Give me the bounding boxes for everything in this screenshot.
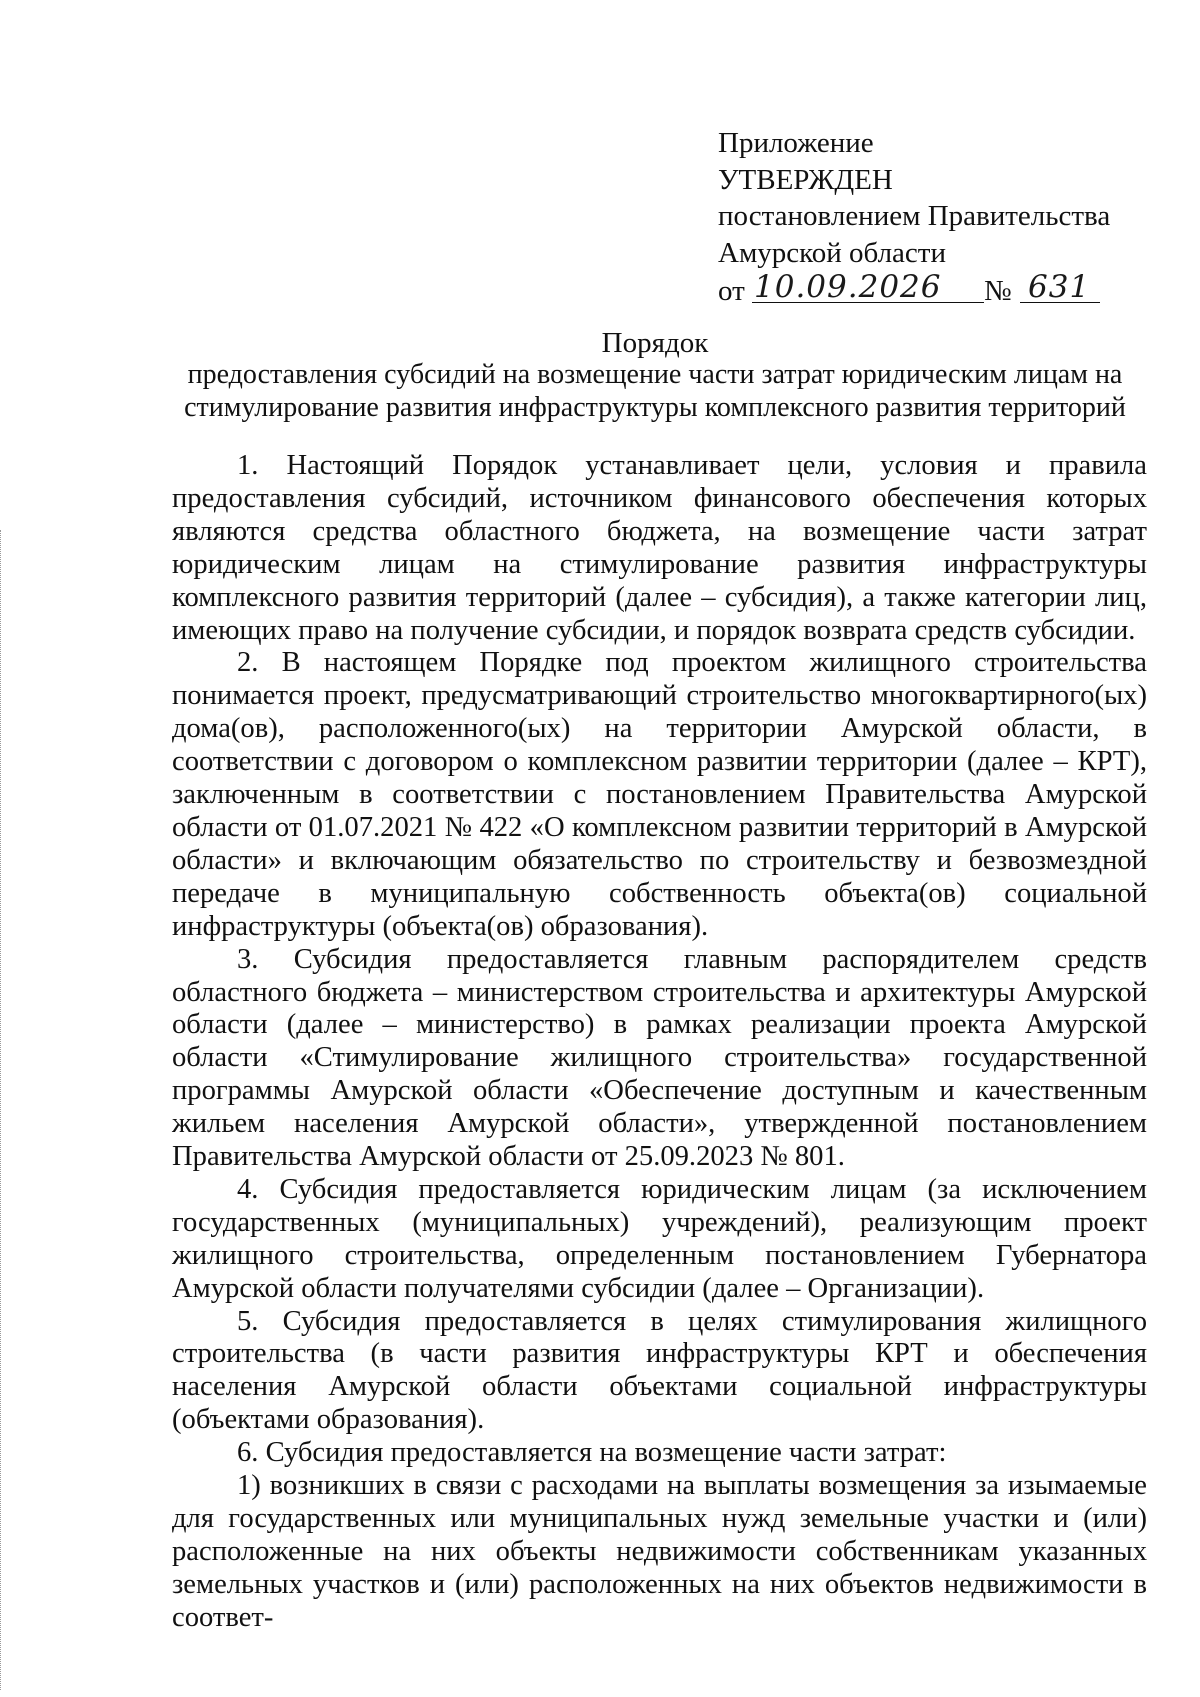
document-title: Порядок [601,327,709,359]
appendix-label: Приложение [718,127,874,159]
number-label: № [984,275,1012,307]
subtitle-line-1: предоставления субсидий на возмещение части затрат юридическим лицам на [187,359,1123,390]
handwritten-date: 10.09.2026 [754,269,942,305]
paragraph-4: 4. Субсидия предоставляется юридическим лицам (за исключением государственных (муниципальных) учреждений), реализующим проект жилищного строительства, определенным постановлением Губернатора Амурской области получателями субсидии (далее – Организации). [172,1173,1147,1304]
approval-stamp-block [718,125,1118,311]
subtitle-line-2: стимулирование развития инфраструктуры комплексного развития территорий [184,392,1126,423]
paragraph-3: 3. Субсидия предоставляется главным распорядителем средств областного бюджета – министерством строительства и архитектуры Амурской области (далее – министерство) в рамках реализации проекта Амурской области «Стимулирование жилищного строительства» государственной программы Амурской области «Обеспечение доступным и качественным жильем населения Амурской области», утвержденной постановлением Правительства Амурской области от 25.09.2023 № 801. [172,943,1147,1173]
paragraph-1: 1. Настоящий Порядок устанавливает цели, условия и правила предоставления субсидий, источником финансового обеспечения которых являются средства областного бюджета, на возмещение части затрат юридическим лицам на стимулирование развития инфраструктуры комплексного развития территорий (далее – субсидия), а также категории лиц, имеющих право на получение субсидии, и порядок возврата средств субсидии. [172,450,1147,646]
date-number-line [718,271,1118,311]
region-line: Амурской области [718,236,946,269]
binding-edge-marks [0,530,4,1690]
date-underline [752,302,984,303]
document-subtitle [150,358,1160,424]
paragraph-6-item-1: 1) возникших в связи с расходами на выплаты возмещения за изымаемые для государственных или муниципальных нужд земельные участки и (или) расположенные на них объекты недвижимости собственникам указанных земельных участков и (или) расположенных на них объектов недвижимости в соответ- [172,1470,1147,1633]
paragraph-2: 2. В настоящем Порядке под проектом жилищного строительства понимается проект, предусматривающий строительство многоквартирного(ых) дома(ов), расположенного(ых) на территории Амурской области, в соответствии с договором о комплексном развитии территории (далее – КРТ), заключенным в соответствии с постановлением Правительства Амурской области от 01.07.2021 № 422 «О комплексном развитии территорий в Амурской области» и включающим обязательство по строительству и безвозмездной передаче в муниципальную собственность объекта(ов) социальной инфраструктуры (объекта(ов) образования). [172,647,1147,942]
document-body [172,450,1147,1635]
number-underline [1020,302,1100,303]
paragraph-5: 5. Субсидия предоставляется в целях стимулирования жилищного строительства (в части развития инфраструктуры КРТ и обеспечения населения Амурской области объектами социальной инфраструктуры (объектами образования). [172,1305,1147,1436]
approved-by-line: постановлением Правительства [718,200,1111,232]
handwritten-number: 631 [1028,269,1091,305]
date-prefix: от [718,275,745,307]
approved-label: УТВЕРЖДЕН [718,163,893,196]
paragraph-6: 6. Субсидия предоставляется на возмещение части затрат: [237,1437,947,1469]
